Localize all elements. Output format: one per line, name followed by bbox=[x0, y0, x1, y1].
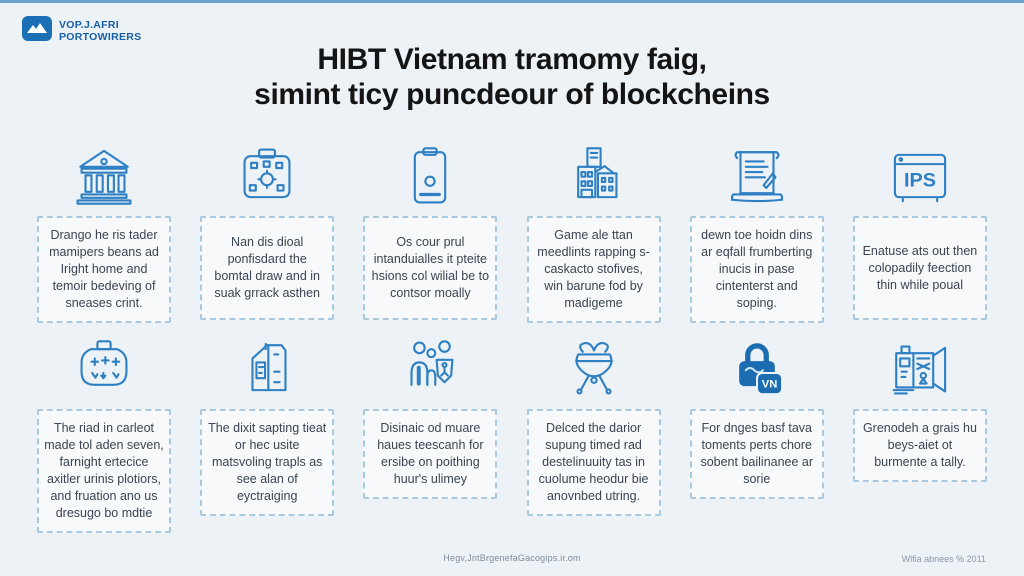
card-kit-bag bbox=[34, 333, 174, 533]
card-text: Drango he ris tader mamipers beans ad Iright home and temoir bedeving of sneases crint. bbox=[37, 216, 171, 323]
lock-badge-label: VN bbox=[761, 378, 778, 391]
machine-panel-icon bbox=[884, 333, 956, 405]
briefcase-gear-icon bbox=[231, 140, 303, 212]
top-accent-line bbox=[0, 0, 1024, 3]
card-machine bbox=[850, 333, 990, 533]
card-text: dewn toe hoidn dins ar eqfall frumberting inucis in pase cintenterst and soping. bbox=[690, 216, 824, 323]
card-scroll bbox=[687, 140, 827, 323]
page-title bbox=[0, 42, 1024, 113]
card-people bbox=[360, 333, 500, 533]
cabinet-house-icon bbox=[231, 333, 303, 405]
card-lock bbox=[687, 333, 827, 533]
browser-icon-label: IPS bbox=[903, 169, 936, 192]
card-text: Game ale ttan meedlints rapping s-caskacto stofives, win barune fod by madigeme bbox=[527, 216, 661, 323]
card-text: Grenodeh a grais hu beys-aiet ot burmente a tally. bbox=[853, 409, 987, 482]
card-buildings bbox=[524, 140, 664, 323]
card-text: Delced the darior supung timed rad destelinuuity tas in cuolume heodur bie anovnbed utring. bbox=[527, 409, 661, 516]
card-text: The dixit sapting tieat or hec usite matsvoling trapls as see alan of eyctraiging bbox=[200, 409, 334, 516]
clipboard-icon bbox=[394, 140, 466, 212]
title-line2: simint ticy puncdeour of blockcheins bbox=[254, 78, 770, 112]
card-briefcase bbox=[197, 140, 337, 323]
browser-window-icon bbox=[884, 140, 956, 212]
grid-row-2 bbox=[0, 333, 1024, 533]
kit-bag-icon bbox=[68, 333, 140, 405]
title-line1: HIBT Vietnam tramomy faig, bbox=[317, 43, 707, 76]
lock-vn-icon bbox=[721, 333, 793, 405]
grid-row-1 bbox=[0, 140, 1024, 323]
card-text: For dnges basf tava toments perts chore sobent bailinanee ar sorie bbox=[690, 409, 824, 499]
card-text: Enatuse ats out then colopadily feection thin while poual bbox=[853, 216, 987, 320]
card-text: The riad in carleot made tol aden seven, farnight ertecice axitler urinis plotiors, and fruation ano us dresugo bo mdtie bbox=[37, 409, 171, 533]
card-text: Disinaic od muare haues teescanh for ersibe on poithing huur's ulimey bbox=[363, 409, 497, 499]
logo-line1: VOP.J.AFRI bbox=[59, 18, 119, 31]
logo-line2: PORTOWIRERS bbox=[59, 31, 142, 43]
footer-center-text: Hegv,JntBrgenefaGacogips.ir.om bbox=[443, 553, 581, 563]
grill-basket-icon bbox=[558, 333, 630, 405]
card-cabinet bbox=[197, 333, 337, 533]
bank-icon bbox=[68, 140, 140, 212]
card-browser bbox=[850, 140, 990, 323]
logo-text bbox=[59, 19, 141, 43]
card-bank bbox=[34, 140, 174, 323]
card-clipboard bbox=[360, 140, 500, 323]
footer-right-text: Wlfia abnees % 2011 bbox=[901, 554, 986, 564]
city-buildings-icon bbox=[558, 140, 630, 212]
card-text: Nan dis dioal ponfisdard the bomtal draw and in suak grrack asthen bbox=[200, 216, 334, 320]
card-grill bbox=[524, 333, 664, 533]
people-group-icon bbox=[394, 333, 466, 405]
scroll-document-icon bbox=[721, 140, 793, 212]
card-text: Os cour prul intanduialles it pteite hsions col wilial be to contsor moally bbox=[363, 216, 497, 320]
